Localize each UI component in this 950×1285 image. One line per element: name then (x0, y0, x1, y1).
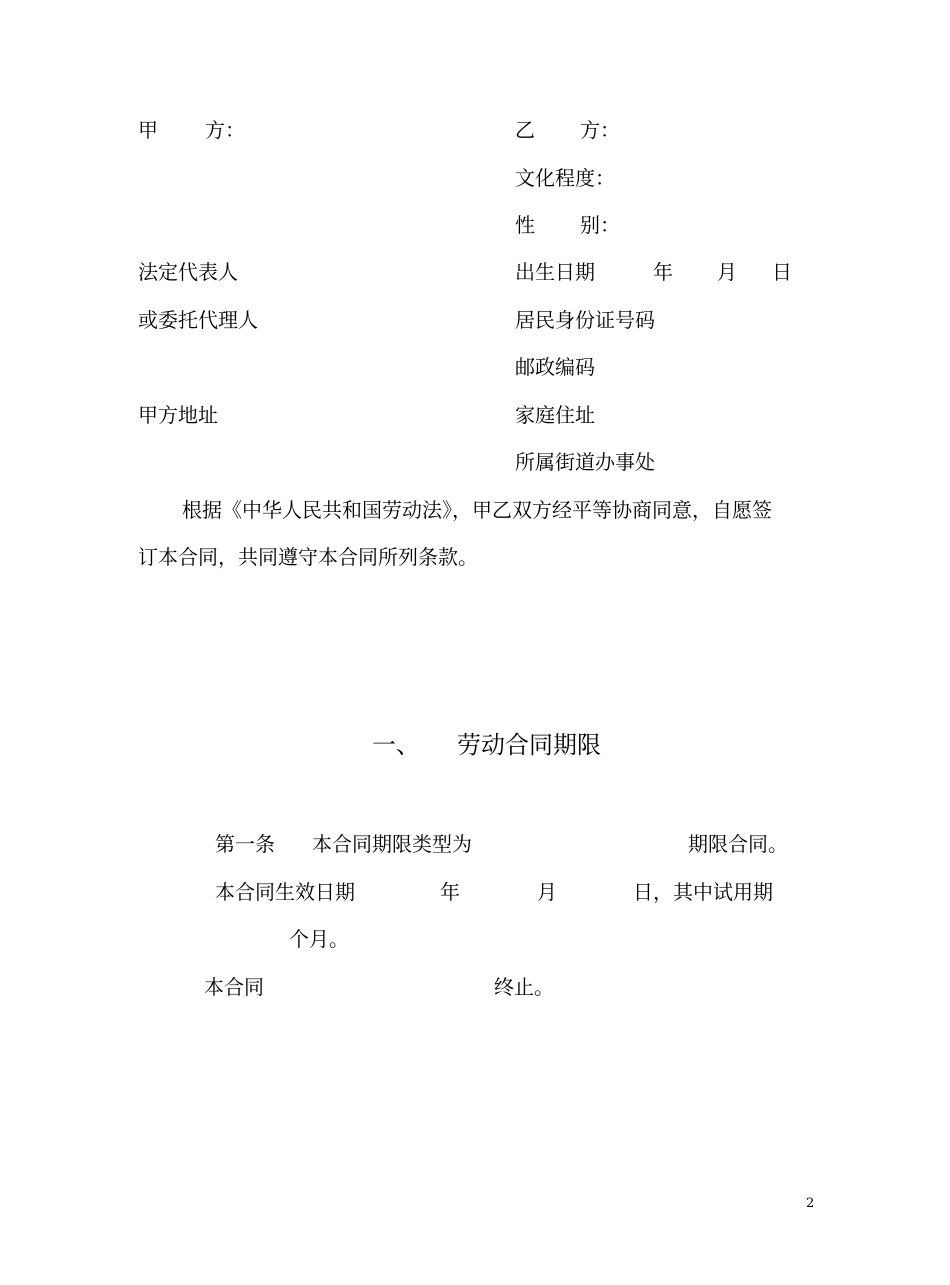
effective-day-trial-label: 日，其中试用期 (633, 880, 773, 904)
gender-label-char2: 别： (580, 213, 620, 237)
birth-year-label: 年 (653, 260, 673, 284)
home-address-label: 家庭住址 (515, 403, 595, 427)
trial-months-label: 个月。 (289, 927, 349, 951)
street-office-label: 所属街道办事处 (515, 450, 655, 474)
id-number-label: 居民身份证号码 (515, 308, 655, 332)
page-number: 2 (806, 1196, 815, 1211)
contract-label: 本合同 (204, 975, 264, 999)
article-1-label: 第一条 (215, 832, 275, 856)
birth-day-label: 日 (772, 260, 792, 284)
party-b-label-char2: 方： (580, 118, 620, 142)
article-1-term-type: 本合同期限类型为 (312, 832, 472, 856)
education-label: 文化程度： (515, 166, 615, 190)
party-b-label-char1: 乙 (515, 118, 535, 142)
effective-month-label: 月 (537, 880, 557, 904)
preamble-line-1: 根据《中华人民共和国劳动法》，甲乙双方经平等协商同意，自愿签 (182, 498, 772, 522)
party-a-address-label: 甲方地址 (138, 403, 218, 427)
termination-label: 终止。 (494, 975, 554, 999)
birth-month-label: 月 (717, 260, 737, 284)
gender-label-char1: 性 (515, 213, 535, 237)
effective-date-label: 本合同生效日期 (215, 880, 355, 904)
preamble-line-2: 订本合同，共同遵守本合同所列条款。 (138, 545, 478, 569)
legal-representative-label: 法定代表人 (138, 260, 238, 284)
party-a-label-char2: 方： (205, 118, 245, 142)
article-1-term-suffix: 期限合同。 (688, 832, 788, 856)
postal-code-label: 邮政编码 (515, 355, 595, 379)
authorized-agent-label: 或委托代理人 (138, 308, 258, 332)
section-number: 一、 (372, 731, 420, 759)
party-a-label-char1: 甲 (138, 118, 158, 142)
effective-year-label: 年 (440, 880, 460, 904)
section-title: 劳动合同期限 (457, 731, 601, 759)
birth-date-label: 出生日期 (515, 260, 595, 284)
